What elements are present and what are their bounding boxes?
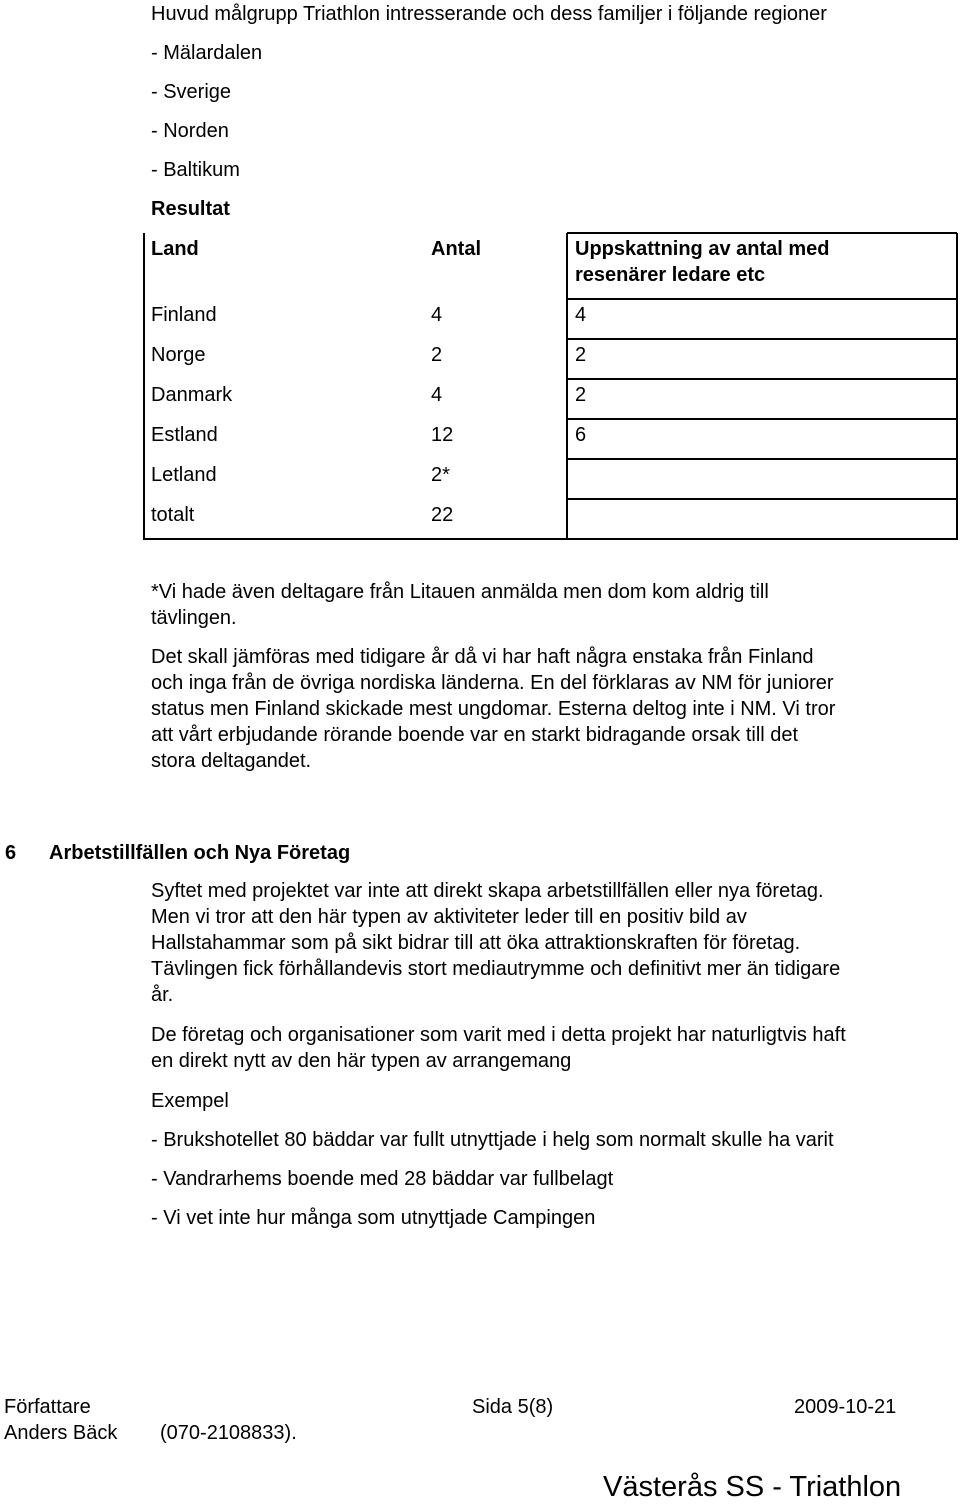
table-cell-land: Finland (151, 304, 217, 326)
example-item: - Brukshotellet 80 bäddar var fullt utnyttjade i helg som normalt skulle ha varit (151, 1129, 834, 1151)
region-item: - Norden (151, 120, 229, 142)
column-header-uppskattning-line2: resenärer ledare etc (575, 264, 766, 286)
footer-author-name: Anders Bäck (4, 1422, 118, 1444)
section-number: 6 (5, 842, 17, 864)
table-cell-antal: 12 (431, 424, 454, 446)
table-cell-antal: 2* (431, 464, 450, 486)
table-cell-land: totalt (151, 504, 195, 526)
table-cell-land: Estland (151, 424, 218, 446)
table-cell-antal: 4 (431, 304, 443, 326)
column-header-antal: Antal (431, 238, 481, 260)
results-title: Resultat (151, 198, 230, 220)
table-cell-land: Danmark (151, 384, 233, 406)
region-item: - Mälardalen (151, 42, 263, 64)
section-paragraph: De företag och organisationer som varit med i detta projekt har naturligtvis haft en direkt nytt av den här typen av arrangemang (151, 1024, 846, 1072)
section-title: Arbetstillfällen och Nya Företag (49, 842, 351, 864)
column-header-land: Land (151, 238, 199, 260)
table-cell-antal: 4 (431, 384, 443, 406)
intro-heading: Huvud målgrupp Triathlon intresserande och dess familjer i följande regioner (151, 3, 827, 25)
column-header-uppskattning: Uppskattning av antal med (575, 238, 830, 260)
footer-phone: (070-2108833). (160, 1422, 297, 1444)
comparison-paragraph: Det skall jämföras med tidigare år då vi har haft några enstaka från Finland och inga från de övriga nordiska länderna. En del förklaras av NM för juniorer status men Finland skickade mest ungdomar. Esterna deltog inte i NM. Vi tror att vårt erbjudande rörande boende var en starkt bidragande orsak till det stora deltagandet. (151, 646, 836, 772)
section-paragraph: Syftet med projektet var inte att direkt skapa arbetstillfällen eller nya företag. Men vi tror att den här typen av aktiviteter leder till en positiv bild av Hallstahammar som på sikt bidrar till att öka attraktionskraften för företag. Tävlingen fick förhållandevis stort mediautrymme och definitivt mer än tidigare år. (151, 880, 841, 1006)
table-cell-uppskattning: 2 (575, 384, 587, 406)
footer-page: Sida 5(8) (472, 1396, 554, 1418)
region-item: - Sverige (151, 81, 232, 103)
footnote: *Vi hade även deltagare från Litauen anmälda men dom kom aldrig till tävlingen. (151, 581, 769, 629)
table-cell-uppskattning: 4 (575, 304, 587, 326)
example-item: - Vi vet inte hur många som utnyttjade Campingen (151, 1207, 596, 1229)
table-cell-uppskattning: 6 (575, 424, 587, 446)
table-cell-antal: 2 (431, 344, 443, 366)
footer-author-label: Författare (4, 1396, 91, 1418)
table-grid (0, 0, 960, 560)
example-label: Exempel (151, 1090, 229, 1112)
example-item: - Vandrarhems boende med 28 bäddar var fullbelagt (151, 1168, 614, 1190)
table-cell-uppskattning: 2 (575, 344, 587, 366)
footer-organization: Västerås SS - Triathlon (603, 1471, 902, 1503)
table-cell-antal: 22 (431, 504, 454, 526)
table-cell-land: Norge (151, 344, 206, 366)
region-item: - Baltikum (151, 159, 240, 181)
footer-date: 2009-10-21 (794, 1396, 897, 1418)
table-cell-land: Letland (151, 464, 217, 486)
